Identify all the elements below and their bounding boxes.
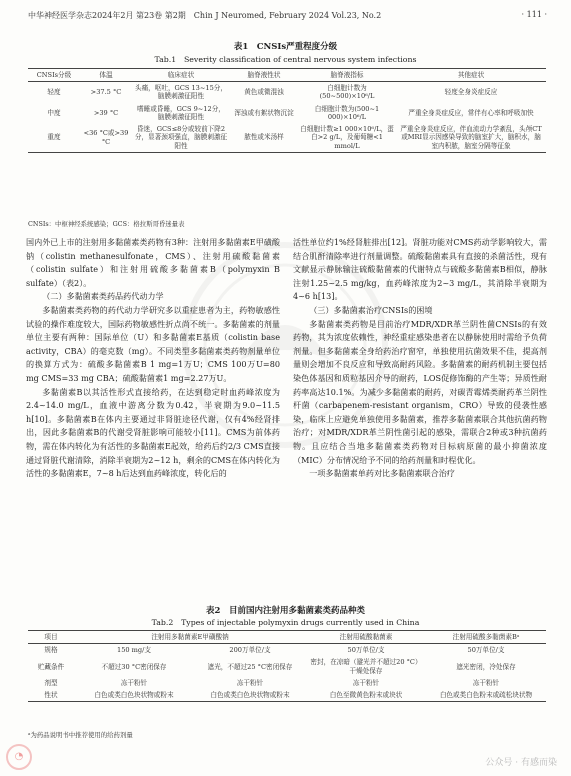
table-cell: 贮藏条件	[37, 662, 65, 671]
table-cell: 不超过30 °C密闭保存	[101, 662, 167, 671]
paragraph: 一项多黏菌素单药对比多黏菌素联合治疗	[309, 468, 455, 479]
paragraph: 国内外已上市的注射用多黏菌素类药物有3种：注射用多黏菌素E甲磺酸钠（colistin methanesulfonate，CMS）、注射用硫酸黏菌素（colistin sulfate）和注射用硫酸多黏菌素B（polymyxin B sulfate）（表2）。	[26, 237, 280, 288]
table-cell: 黄色或微混浊	[244, 88, 284, 97]
section-heading: （二）多黏菌素类药品药代动力学	[42, 291, 164, 302]
table-cell: 性状	[28, 689, 74, 702]
table-row	[28, 644, 546, 657]
table-cell: 白细胞计数≥1 000×10⁶/L，蛋白>2 g/L，及葡萄糖<1 mmol/L	[298, 123, 396, 152]
table-cell: 白色或类白色粉末或疏松块状物	[426, 689, 546, 702]
table-cell: 白色至微黄色粉末或块状	[306, 689, 426, 702]
column-header: 其他症状	[396, 69, 546, 82]
column-header: 项目	[28, 631, 74, 644]
table-row	[28, 656, 546, 676]
column-header: 脑脊液性状	[230, 69, 298, 82]
right-column	[293, 236, 547, 481]
table-cell: <36 °C或>39 °C	[80, 123, 132, 152]
table-row	[28, 82, 546, 103]
table-row	[28, 123, 546, 152]
table-cell: 150 mg/支	[117, 646, 151, 655]
table1-title-en: Tab.1 Severity classification of central nervous system infections	[154, 55, 417, 64]
table-cell: 重度	[28, 123, 80, 152]
table-cell: 严重全身炎症反应，伴血流动力学紊乱，头颅CT或MRI显示因感染导致的脑室扩大，脑积水，脑室内积脓，脑室分隔等征象	[396, 123, 546, 152]
table2-title-cn: 表2 目前国内注射用多黏菌素类药品种类	[206, 606, 365, 616]
drug-types-table	[28, 630, 546, 702]
running-header	[28, 10, 547, 21]
table-cell: 嗜睡或昏睡，GCS 9~12分，脑膜刺激征阳性	[137, 104, 225, 121]
column-header: 体温	[80, 69, 132, 82]
table-cell: 白色或类白色块状物或粉末	[74, 689, 194, 702]
table-cell: 脓性或米汤样	[230, 123, 298, 152]
table-cell: 剂型	[44, 678, 58, 687]
table1-title-cn: 表1 CNSIs严重程度分级	[233, 42, 338, 52]
journal-citation: 中华神经医学杂志2024年2月 第23卷 第2期 Chin J Neuromed, February 2024 Vol.23, No.2	[28, 11, 382, 20]
table2-title-en: Tab.2 Types of injectable polymyxin drugs currently used in China	[151, 618, 420, 627]
table-cell: 头痛，呕吐，GCS 13~15分，脑膜刺激征阳性	[135, 84, 227, 101]
table-cell: 密封，在凉暗（避光并不超过20 °C）干燥处保存	[310, 658, 422, 675]
paragraph: 多黏菌素类药物是目前治疗MDR/XDR革兰阴性菌CNSIs的有效药物，其为浓度依赖性，神经重症感染患者在以静脉使用时需给予负荷剂量。但多黏菌素全身给药治疗窗窄，单独使用抗菌效果不佳，提高剂量则会增加不良反应和导致高耐药风险。多黏菌素的耐药机制主要包括染色体基因和质粒基因介导的耐药，LOS促修饰酶的产生等；异质性耐药率高达10.1%。为减少多黏菌素的耐药，对碳青霉烯类耐药革兰阴性杆菌（carbapenem-resistant organism，CRO）导致的侵袭性感染，临床上应避免单独使用多黏菌素，推荐多黏菌素联合其他抗菌药物治疗；对MDR/XDR革兰阴性菌引起的感染，需联合2种或3种抗菌药物。且应结合当地多黏菌素类药物对目标病原菌的最小抑菌浓度（MIC）分布情况给予不同的给药剂量和时程优化。	[293, 318, 547, 465]
column-header: 注射用硫酸黏菌素	[306, 631, 426, 644]
paragraph: 多黏菌素类药物的药代动力学研究多以重症患者为主，药物敏感性试验的操作难度较大，国际药物敏感性折点尚不统一。多黏菌素的剂量单位主要有两种：国际单位（U）和多黏菌素E基质（colistin base activity，CBA）的毫克数（mg）。不同类型多黏菌素类药物剂量单位的换算方式为：硫酸多黏菌素B 1 mg=1万U；CMS 100万U=80 mg CMS=33 mg CBA；硫酸黏菌素1 mg=2.27万U。	[26, 304, 280, 383]
table-cell: 冻干粉针	[352, 678, 380, 687]
page-number: · 111 ·	[521, 10, 547, 19]
paragraph: 多黏菌素B以其活性形式直接给药，在达到稳定时血药峰浓度为2.4~14.0 mg/L，血液中游离分数为0.42，半衰期为9.0~11.5 h[10]。多黏菌素B在体内主要通过非肾脏途径代谢，仅有4%经肾排出，因此多黏菌素B的代谢受肾脏影响可能较小[11]。CMS为前体药物，需在体内转化为有活性的多黏菌素E起效，给药后约2/3 CMS直接通过肾脏代谢清除，消除半衰期为2~12 h，剩余的CMS在体内转化为活性的多黏菌素E，7~8 h后达到血药峰浓度，转化后的	[26, 386, 280, 479]
table-cell: 轻度全身炎症反应	[444, 88, 498, 97]
table-cell: 中度	[47, 108, 61, 117]
corner-logo-icon: ◔	[6, 744, 32, 770]
table1-note: CNSIs：中枢神经系统感染；GCS：格拉斯哥昏迷量表	[28, 220, 185, 228]
column-header: 脑脊液指标	[298, 69, 396, 82]
column-header: 临床症状	[132, 69, 230, 82]
table-cell: 白色或类白色块状物或粉末	[194, 689, 306, 702]
table-header-row	[28, 69, 546, 82]
column-header: CNSIs分级	[28, 69, 80, 82]
table-cell: 遮光，不超过25 °C密闭保存	[207, 662, 293, 671]
table-cell: 50万单位/支	[347, 646, 385, 655]
table-cell: 冻干粉针	[120, 678, 148, 687]
table-cell: 200万单位/支	[229, 646, 271, 655]
table-cell: 白细胞计数为(50~500)×10⁶/L	[319, 84, 375, 101]
table-cell: >37.5 °C	[90, 88, 122, 97]
left-column	[26, 236, 280, 481]
table-cell: 白细胞计数为(500~1 000)×10⁶/L	[314, 104, 380, 121]
table-row	[28, 103, 546, 123]
table-row	[28, 677, 546, 689]
table-cell: >39 °C	[93, 108, 119, 117]
table-cell: 浑浊或有絮状物沉淀	[234, 108, 294, 117]
table-cell: 严重全身炎症反应，常伴有心率和呼吸加快	[408, 108, 534, 117]
column-header: 注射用多黏菌素E甲磺酸钠	[74, 631, 306, 644]
table-cell: 冻干粉针	[236, 678, 264, 687]
wechat-source-label: 公众号 · 有感而染	[485, 758, 557, 768]
column-header: 注射用硫酸多黏菌素Bᵃ	[426, 631, 546, 644]
section-heading: （三）多黏菌素治疗CNSIs的困境	[309, 304, 433, 315]
paragraph: 活性单位约1%经肾脏排出[12]。肾脏功能对CMS药动学影响较大，需结合肌酐清除率进行剂量调整。硫酸黏菌素具有直接的杀菌活性，现有文献显示静脉输注硫酸黏菌素的代谢特点与硫酸多黏菌素B相似，静脉注射1.25~2.5 mg/kg，血药峰浓度为2~3 mg/L，其消除半衰期为4~6 h[13]。	[293, 237, 547, 302]
table2-note: ᵃ为药品说明书中推荐使用的给药剂量	[28, 731, 133, 739]
table-cell: 遮光密闭，冷处保存	[456, 662, 516, 671]
table-cell: 50万单位/支	[467, 646, 505, 655]
table-cell: 规格	[44, 646, 58, 655]
table-cell: 轻度	[47, 88, 61, 97]
table-header-row	[28, 631, 546, 644]
table-row	[28, 689, 546, 702]
severity-table	[28, 68, 546, 153]
table-cell: 昏迷，GCS≤8分或较前下降2分，显著颈项强直，脑膜刺激征阳性	[132, 123, 230, 152]
table-cell: 冻干粉针	[472, 678, 500, 687]
